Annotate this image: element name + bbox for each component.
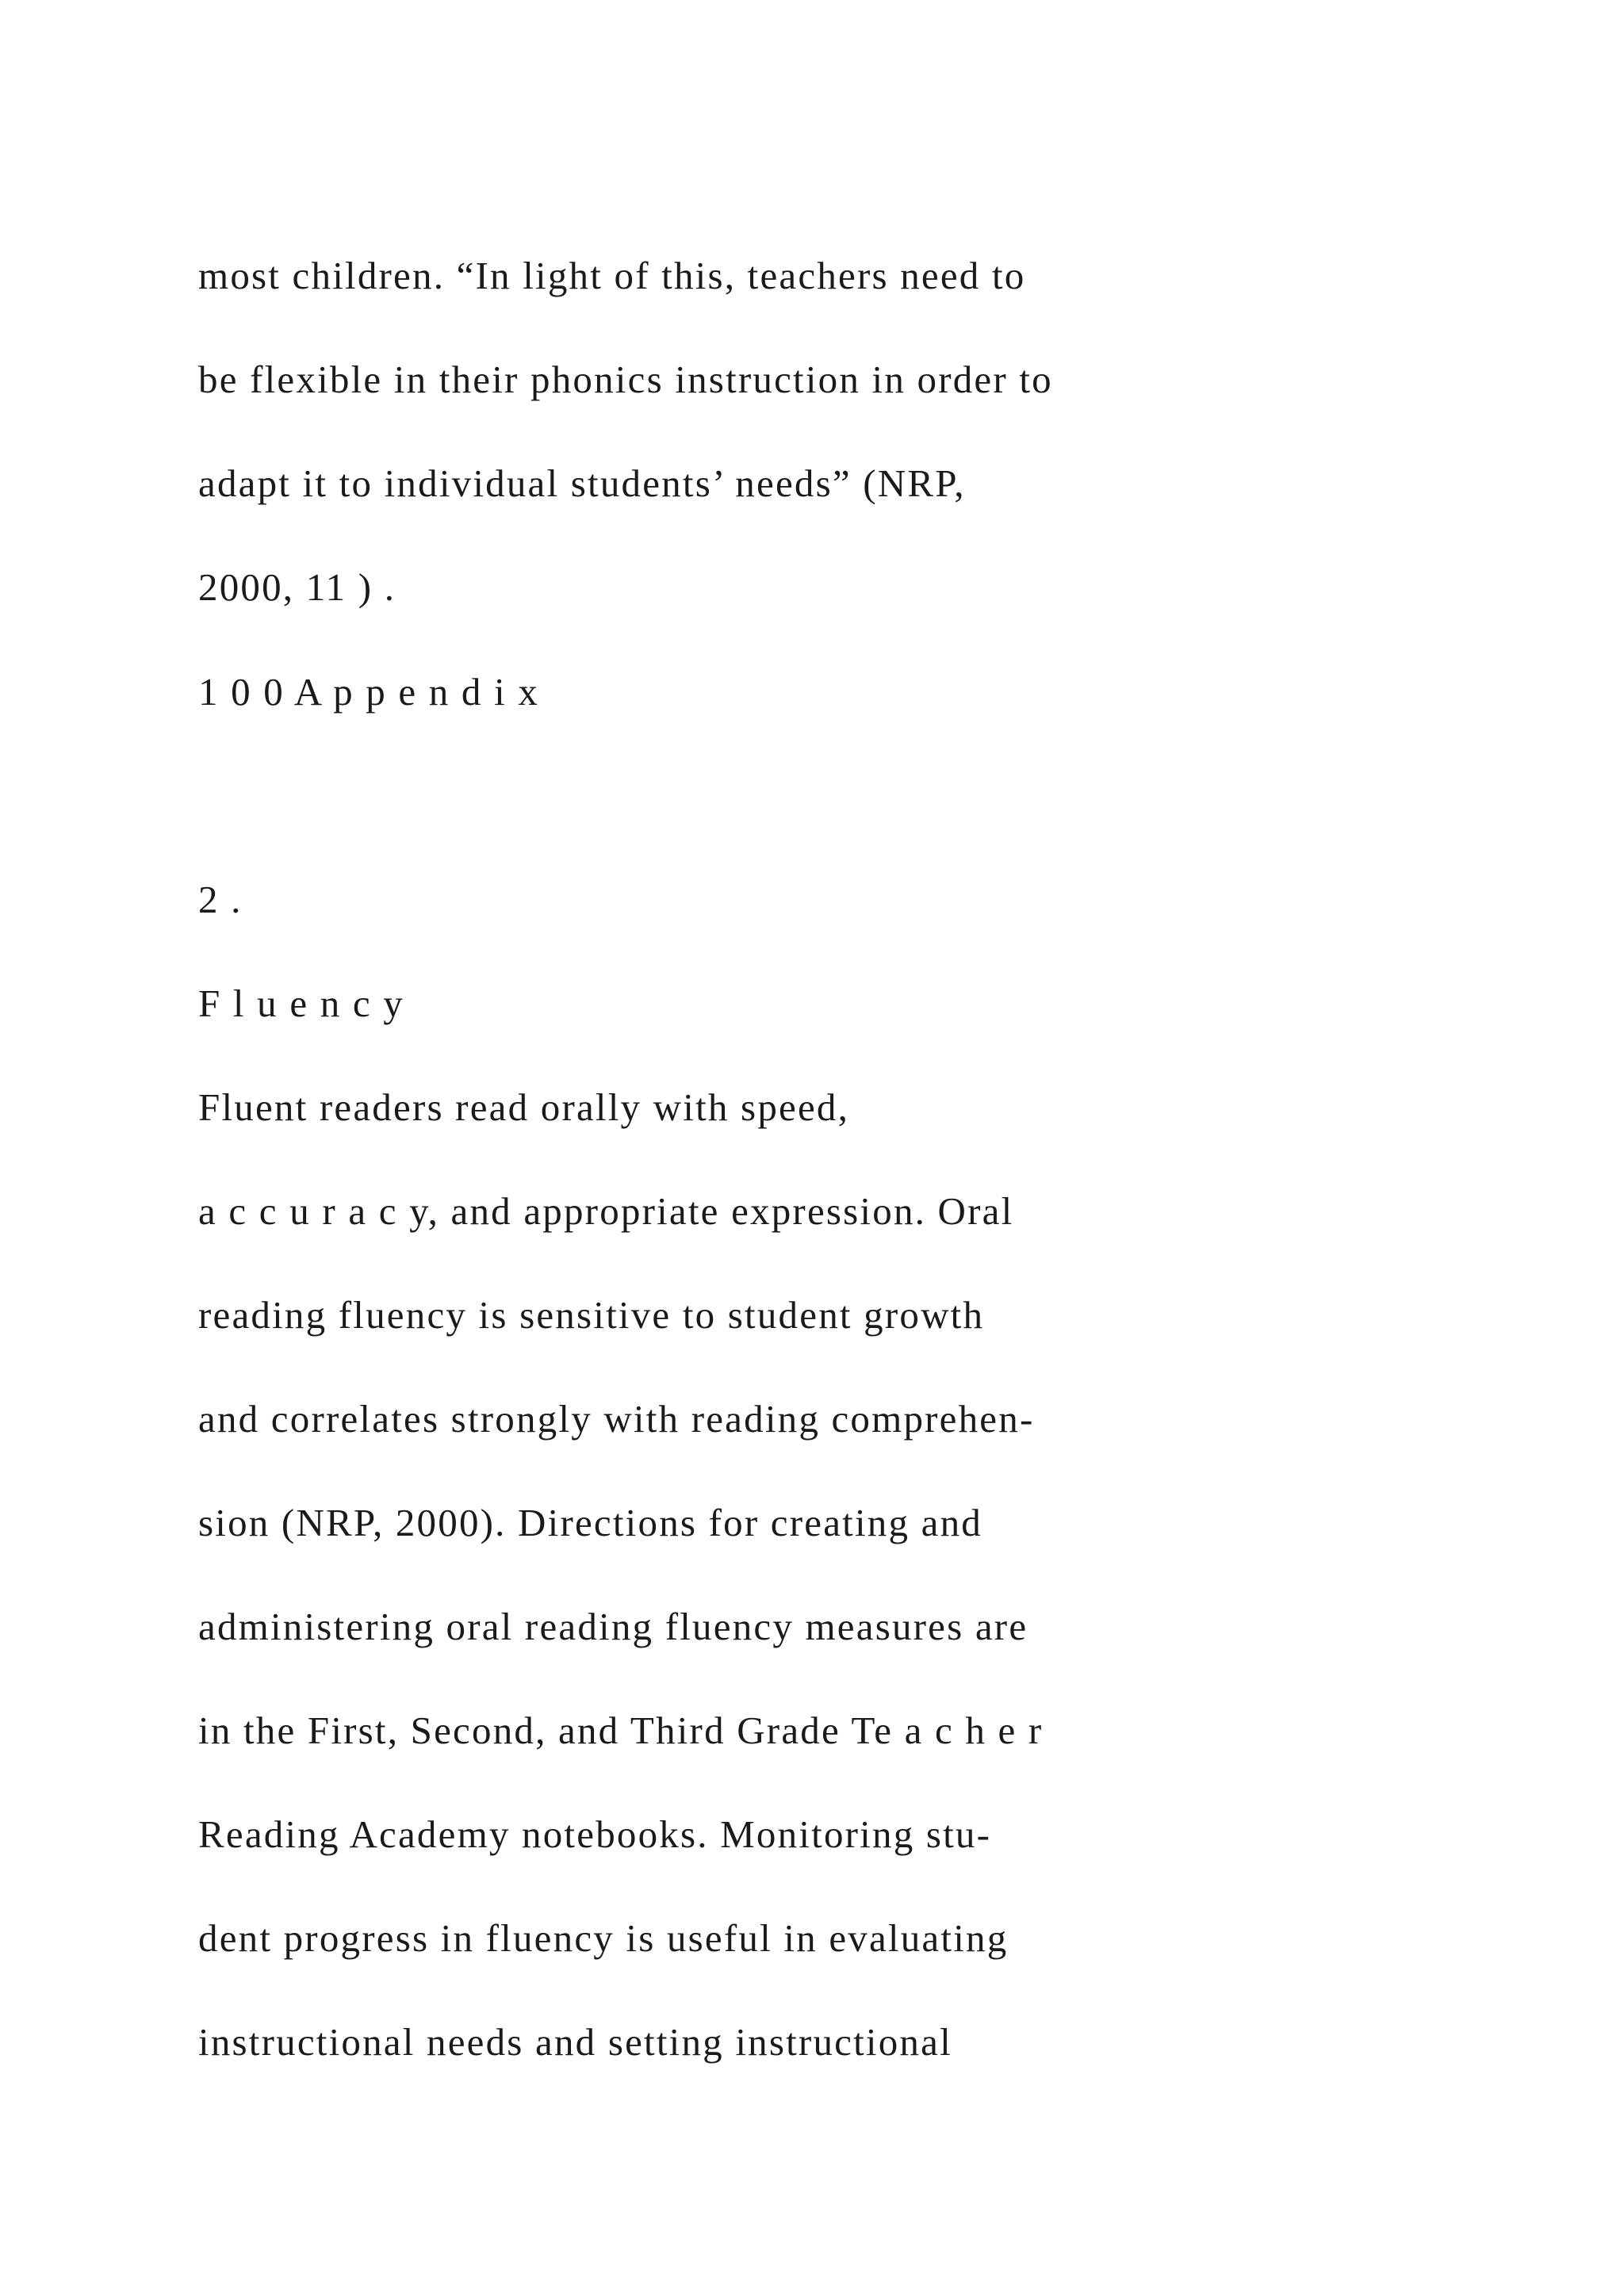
text-line: most children. “In light of this, teachers need to bbox=[198, 254, 1026, 297]
text-line: be flexible in their phonics instruction in order to bbox=[198, 358, 1053, 401]
running-header: 1 0 0 A p p e n d i x bbox=[198, 670, 540, 714]
section-number: 2 . bbox=[198, 878, 243, 921]
text-line: instructional needs and setting instructional bbox=[198, 2020, 952, 2064]
text-line: dent progress in fluency is useful in evaluating bbox=[198, 1916, 1009, 1960]
text-line: reading fluency is sensitive to student growth bbox=[198, 1293, 985, 1337]
text-line: in the First, Second, and Third Grade Te a c h e r bbox=[198, 1709, 1044, 1752]
text-line: administering oral reading fluency measures are bbox=[198, 1605, 1028, 1648]
text-line: Reading Academy notebooks. Monitoring stu- bbox=[198, 1812, 992, 1856]
text-line: sion (NRP, 2000). Directions for creating and bbox=[198, 1501, 982, 1544]
text-line: Fluent readers read orally with speed, bbox=[198, 1085, 850, 1129]
text-line: 2000, 11 ) . bbox=[198, 565, 396, 609]
text-line: and correlates strongly with reading comprehen- bbox=[198, 1397, 1035, 1441]
section-heading: F l u e n c y bbox=[198, 982, 404, 1025]
text-line: a c c u r a c y, and appropriate expression. Oral bbox=[198, 1189, 1014, 1233]
text-line: adapt it to individual students’ needs” (NRP, bbox=[198, 461, 966, 505]
